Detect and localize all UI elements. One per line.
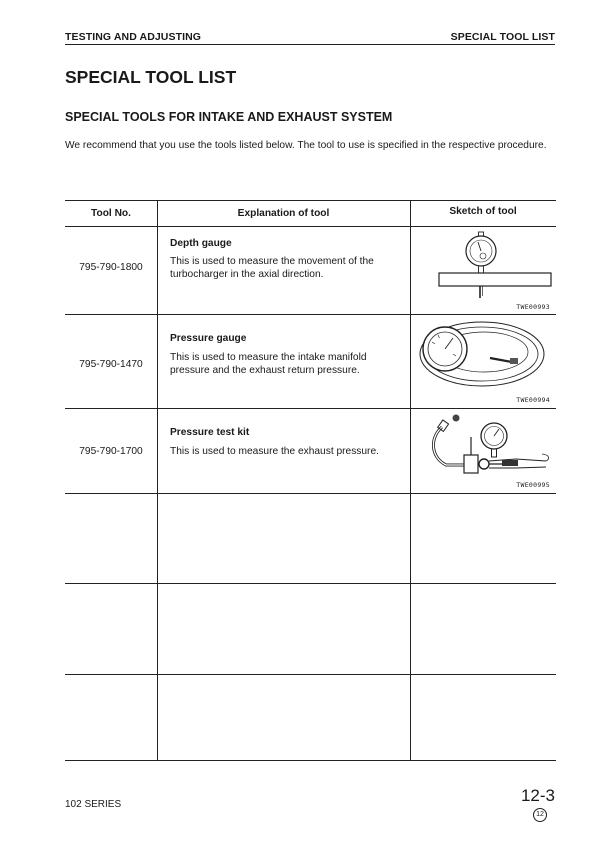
tool-number: 795-790-1700 <box>79 446 143 457</box>
table-top-rule <box>65 200 556 201</box>
depth-gauge-icon <box>412 228 556 300</box>
column-divider <box>410 200 411 761</box>
intro-paragraph: We recommend that you use the tools listed below. The tool to use is specified in the respective procedure. <box>65 140 547 151</box>
tool-description: This is used to measure the exhaust pressure. <box>170 446 379 457</box>
row-divider <box>65 493 556 494</box>
sketch-cell <box>412 316 556 408</box>
page-number: 12-3 <box>520 786 555 805</box>
tool-name: Pressure test kit <box>170 427 250 438</box>
pressure-gauge-icon <box>412 316 556 392</box>
tool-name: Depth gauge <box>170 238 232 249</box>
revision-badge: 12 <box>533 808 547 822</box>
row-divider <box>65 583 556 584</box>
sketch-code: TWE00995 <box>516 481 550 489</box>
row-divider <box>65 674 556 675</box>
running-header-left: TESTING AND ADJUSTING <box>65 31 202 43</box>
page-title: SPECIAL TOOL LIST <box>65 67 237 87</box>
sketch-code: TWE00993 <box>516 303 550 311</box>
column-divider <box>157 200 158 761</box>
header-tool-no: Tool No. <box>91 208 131 219</box>
section-subtitle: SPECIAL TOOLS FOR INTAKE AND EXHAUST SYSTEM <box>65 110 393 124</box>
row-divider <box>65 314 556 315</box>
footer-series: 102 SERIES <box>65 799 122 810</box>
sketch-cell <box>412 228 556 314</box>
pressure-test-kit-icon <box>412 411 556 477</box>
header-explanation: Explanation of tool <box>237 208 330 219</box>
row-divider <box>65 408 556 409</box>
sketch-cell <box>412 411 556 493</box>
special-tool-table <box>65 200 556 761</box>
table-bottom-rule <box>65 760 556 761</box>
sketch-code: TWE00994 <box>516 396 550 404</box>
running-header-right: SPECIAL TOOL LIST <box>450 31 555 43</box>
table-header-rule <box>65 226 556 227</box>
header-rule <box>65 44 555 45</box>
header-sketch: Sketch of tool <box>449 206 517 217</box>
tool-number: 795-790-1470 <box>79 359 143 370</box>
tool-description: This is used to measure the intake manifold pressure and the exhaust return pressure. <box>170 352 367 376</box>
tool-name: Pressure gauge <box>170 333 247 344</box>
tool-number: 795-790-1800 <box>79 262 143 273</box>
tool-description: This is used to measure the movement of the turbocharger in the axial direction. <box>170 256 374 280</box>
